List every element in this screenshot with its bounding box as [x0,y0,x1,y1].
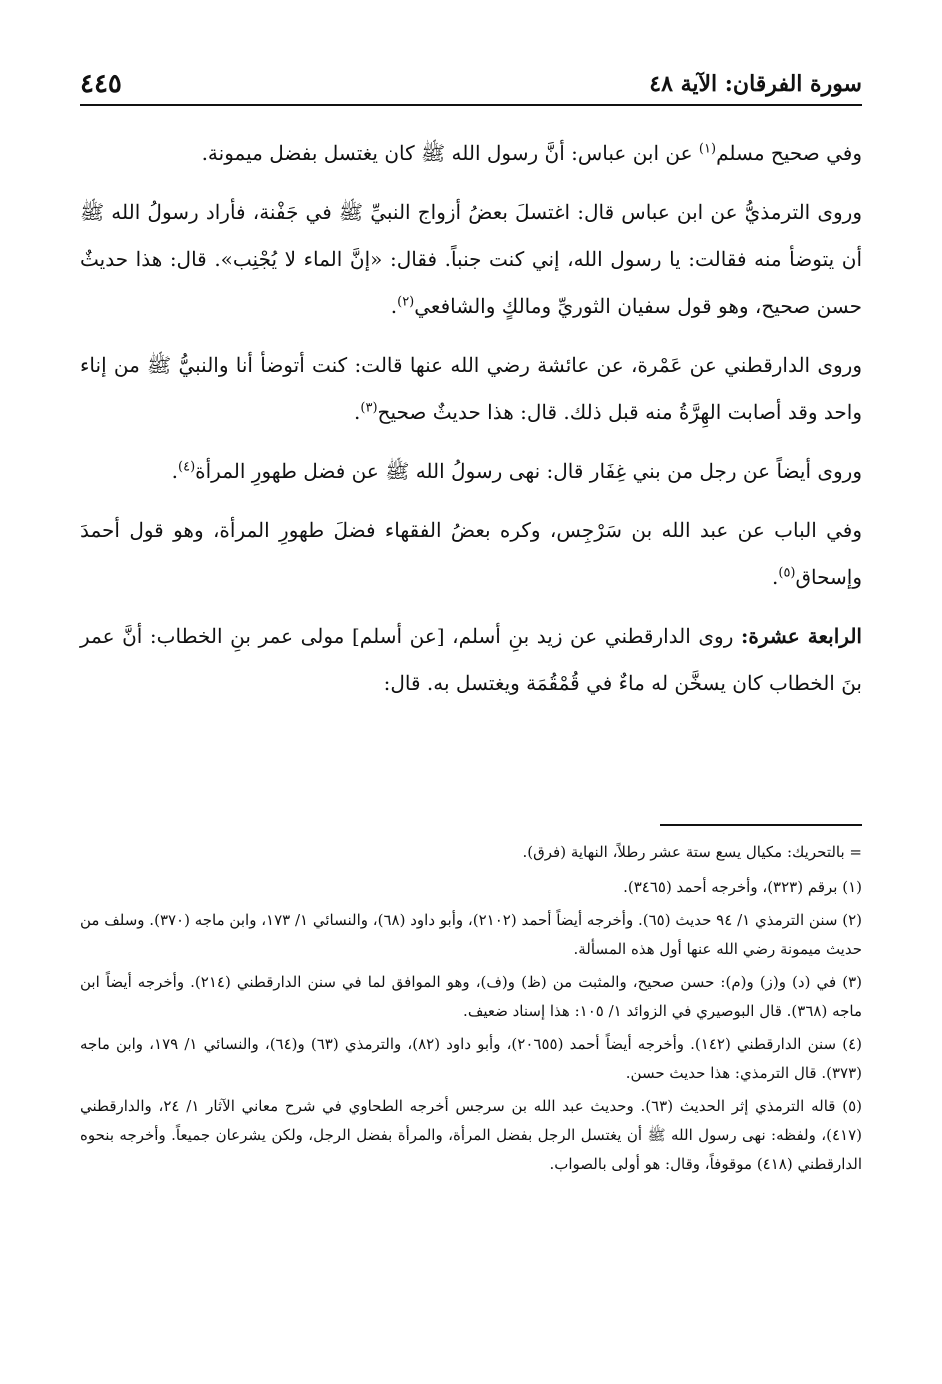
paragraph-text: روى الدارقطني عن زيد بنِ أسلم، [عن أسلم] مولى عمر بنِ الخطاب: أنَّ عمر بنَ الخطاب كان يسخَّن له ماءٌ في قُمْقُمَة ويغتسل به. قال: [80,624,862,695]
header-divider [80,104,862,106]
footnote-marker: (٣) [360,400,378,416]
paragraph-text: . [772,565,779,589]
footnote-marker: (٥) [778,565,796,581]
footnote-1: (١) برقم (٣٢٣)، وأخرجه أحمد (٣٤٦٥). [623,878,862,896]
page-number: ٤٤٥ [80,69,122,99]
footnote-4: (٤) سنن الدارقطني (١٤٢). وأخرجه أيضاً أحمد (٢٠٦٥٥)، وأبو داود (٨٢)، والترمذي (٦٣) و(٦٤)، والنسائي ١/ ١٧٩، وابن ماجه (٣٧٣). قال الترمذي: هذا حديث حسن. [80,1035,862,1082]
paragraph-text: عن ابن عباس: أنَّ رسول الله ﷺ كان يغتسل بفضل ميمونة. [201,141,699,165]
paragraph-text: . [171,459,178,483]
paragraph-text: وروى الدارقطني عن عَمْرة، عن عائشة رضي الله عنها قالت: كنت أتوضأ أنا والنبيُّ ﷺ من إناء واحد وقد أصابت الهِرَّةُ منه قبل ذلك. قال: هذا حديثٌ صحيح [80,353,862,424]
paragraph-2 [80,189,862,330]
footnote-marker: (٢) [397,294,415,310]
paragraph-3 [80,342,862,436]
footnote-continuation: = بالتحريك: مكيال يسع ستة عشر رطلاً، النهاية (فرق). [522,843,862,861]
paragraph-text: وروى الترمذيُّ عن ابن عباس قال: اغتسلَ بعضُ أزواج النبيِّ ﷺ في جَفْنة، فأراد رسولُ الله ﷺ أن يتوضأ منه فقالت: يا رسول الله، إني كنت جنباً. فقال: «إنَّ الماء لا يُجْنِب». قال: هذا حديثٌ حسن صحيح، وهو قول سفيان الثوريِّ ومالكٍ والشافعي [80,200,862,318]
paragraph-1 [80,130,862,177]
paragraph-text: وفي الباب عن عبد الله بن سَرْجِس، وكره بعضُ الفقهاء فضلَ طهورِ المرأة، وهو قول أحمدَ وإسحاق [80,518,862,589]
running-title: سورة الفرقان: الآية ٤٨ [649,71,862,97]
footnote-divider [660,824,862,826]
main-text [80,130,862,719]
paragraph-5 [80,507,862,601]
page-header [80,52,862,104]
footnote-5: (٥) قاله الترمذي إثر الحديث (٦٣). وحديث عبد الله بن سرجس أخرجه الطحاوي في شرح معاني الآثار ١/ ٢٤، والدارقطني (٤١٧)، ولفظه: نهى رسول الله ﷺ أن يغتسل الرجل بفضل المرأة، والمرأة بفضل الرجل، ولكن يشرعان جميعاً. وأخرجه بنحوه الدارقطني (٤١٨) موقوفاً، وقال: هو أولى بالصواب. [80,1097,862,1173]
paragraph-text: وروى أيضاً عن رجل من بني غِفَار قال: نهى رسولُ الله ﷺ عن فضل طهورِ المرأة [195,459,862,483]
section-heading: الرابعة عشرة: [740,624,862,648]
footnote-marker: (٤) [178,459,196,475]
paragraph-text: وفي صحيح مسلم [716,141,862,165]
paragraph-6 [80,613,862,707]
footnotes [80,838,862,1183]
paragraph-text: . [354,400,361,424]
paragraph-text: . [390,294,398,318]
footnote-marker: (١) [698,141,717,157]
footnote-2: (٢) سنن الترمذي ١/ ٩٤ حديث (٦٥). وأخرجه أيضاً أحمد (٢١٠٢)، وأبو داود (٦٨)، والنسائي ١/ ١٧٣، وابن ماجه (٣٧٠). وسلف من حديث ميمونة رضي الله عنها أول هذه المسألة. [80,911,862,958]
paragraph-4 [80,448,862,495]
footnote-3: (٣) في (د) و(ز) و(م): حسن صحيح، والمثبت من (ظ) و(ف)، وهو الموافق لما في سنن الدارقطني (٢١٤). وأخرجه أيضاً ابن ماجه (٣٦٨). قال البوصيري في الزوائد ١/ ١٠٥: هذا إسناد ضعيف. [80,973,862,1020]
